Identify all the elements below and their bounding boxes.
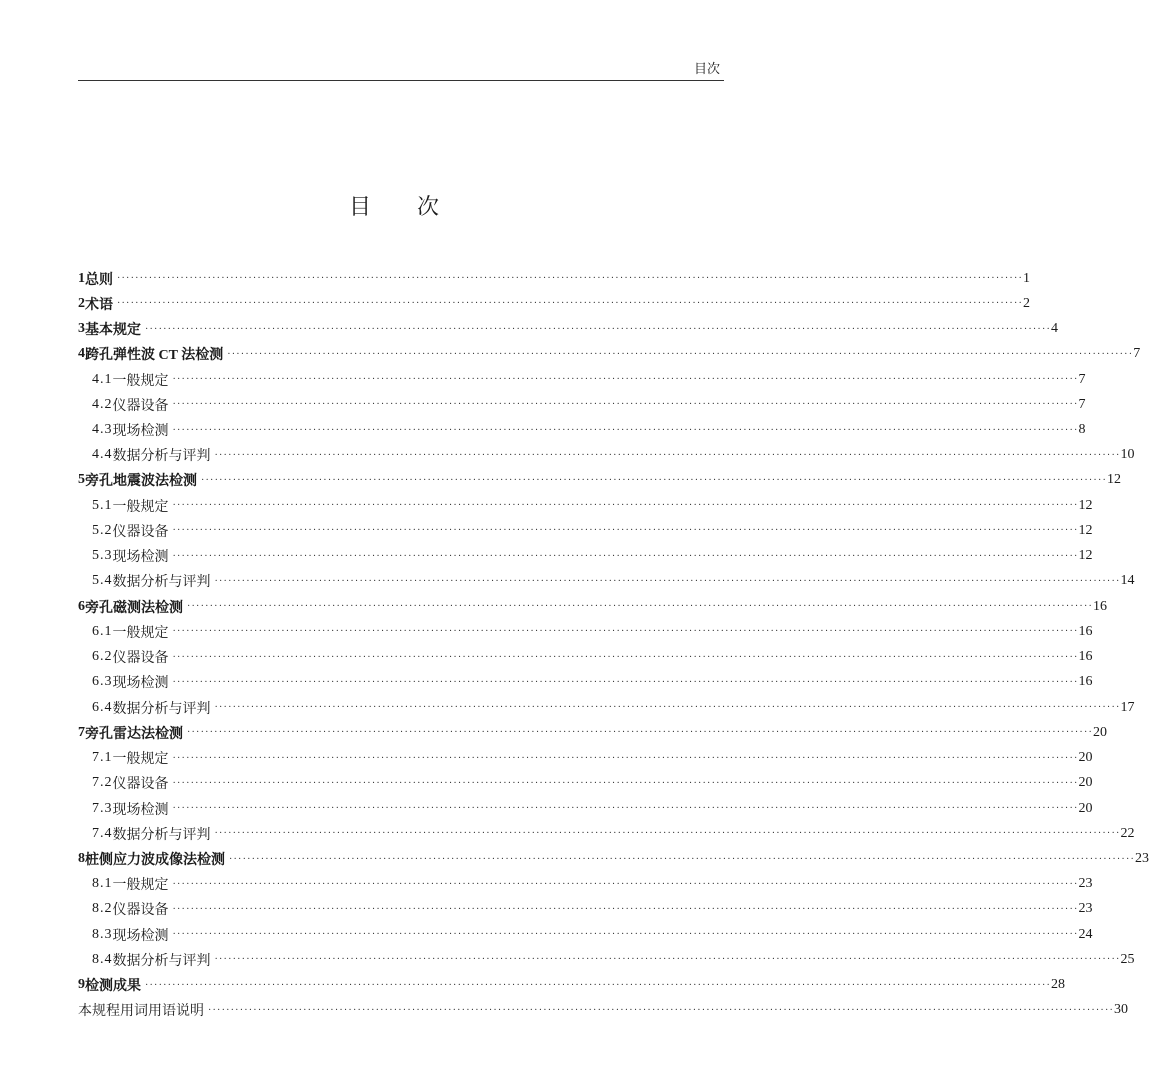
toc-entry-page: 8 (1078, 422, 1086, 438)
toc-entry-page: 16 (1078, 623, 1093, 639)
dot-leader: ········································································································································································································ (117, 273, 1024, 285)
toc-entry-title: 仪器设备 (112, 398, 169, 414)
toc-entry-number: 2 (78, 295, 85, 311)
toc-entry[interactable] (78, 695, 1135, 720)
toc-entry[interactable] (78, 367, 1086, 392)
toc-entry-page: 20 (1078, 800, 1093, 816)
dot-leader: ········································································································································································································ (172, 777, 1079, 789)
toc-entry-title: 现场检测 (112, 676, 169, 692)
toc-entry-title: 桩侧应力波成像法检测 (85, 853, 225, 868)
toc-entry-title: 一般规定 (112, 625, 169, 641)
toc-entry-number: 6.2 (92, 649, 113, 665)
toc-entry-number: 6.1 (92, 623, 113, 639)
toc-entry-number: 8.2 (92, 901, 113, 917)
toc-entry-page: 4 (1051, 321, 1059, 337)
toc-entry-page: 20 (1078, 775, 1093, 791)
dot-leader: ········································································································································································································ (172, 803, 1079, 815)
toc-entry[interactable] (78, 518, 1093, 543)
toc-entry[interactable] (78, 619, 1093, 644)
toc-entry-title: 现场检测 (112, 424, 169, 440)
toc-entry-page: 20 (1078, 750, 1093, 766)
toc-entry-page: 10 (1120, 447, 1135, 463)
toc-entry[interactable] (78, 821, 1135, 846)
toc-entry-page: 23 (1135, 851, 1149, 866)
toc-entry[interactable] (78, 897, 1093, 922)
toc-entry-page: 16 (1078, 674, 1093, 690)
toc-entry-page: 28 (1051, 977, 1066, 993)
toc-entry-title: 数据分析与评判 (112, 449, 211, 465)
toc-entry-title: 现场检测 (112, 928, 169, 944)
toc-entry-title: 一般规定 (112, 752, 169, 768)
toc-entry[interactable] (78, 846, 1149, 871)
toc-entry-number: 4.3 (92, 422, 113, 438)
toc-entry-page: 20 (1093, 724, 1108, 740)
toc-entry-number: 4.1 (92, 371, 113, 387)
toc-entry-number: 8.4 (92, 951, 113, 967)
dot-leader: ········································································································································································································ (208, 1004, 1115, 1016)
toc-entry-page: 24 (1078, 926, 1093, 942)
toc-entry[interactable] (78, 417, 1086, 442)
dot-leader: ········································································································································································································ (172, 752, 1079, 764)
toc-entry-title: 旁孔地震波法检测 (85, 474, 197, 490)
page-title-char: 次 (417, 194, 442, 219)
toc-entry-title: 旁孔雷达法检测 (85, 726, 183, 742)
toc-entry-number: 5.1 (92, 497, 113, 513)
toc-entry-page: 30 (1114, 1002, 1129, 1018)
toc-entry-title: 数据分析与评判 (112, 827, 211, 843)
toc-entry-page: 23 (1078, 901, 1093, 917)
toc-entry[interactable] (78, 771, 1093, 796)
toc-entry-number: 9 (78, 977, 85, 993)
toc-entry-number: 6.4 (92, 699, 113, 715)
toc-entry-title: 本规程用词用语说明 (78, 1004, 204, 1020)
dot-leader: ········································································································································································································ (201, 474, 1108, 486)
toc-entry[interactable] (78, 998, 1129, 1023)
toc-entry-title: 仪器设备 (112, 903, 169, 919)
toc-entry-number: 6 (78, 598, 85, 614)
page-title-char: 目 (348, 194, 373, 219)
dot-leader: ········································································································································································································ (172, 550, 1079, 562)
dot-leader: ········································································································································································································ (214, 575, 1121, 587)
toc-entry-title: 仪器设备 (112, 651, 169, 667)
dot-leader: ········································································································································································································ (214, 828, 1121, 840)
toc-entry[interactable] (78, 266, 1031, 291)
toc-entry-page: 14 (1120, 573, 1135, 589)
toc-entry-number: 4.4 (92, 447, 113, 463)
dot-leader: ········································································································································································································ (214, 449, 1121, 461)
header-rule (78, 80, 724, 81)
toc-entry[interactable] (78, 745, 1093, 770)
toc-entry-number: 3 (78, 321, 85, 337)
dot-leader: ········································································································································································································ (117, 298, 1024, 310)
toc-entry-title: 一般规定 (112, 878, 169, 894)
dot-leader: ········································································································································································································ (172, 929, 1079, 941)
dot-leader: ········································································································································································································ (172, 424, 1079, 436)
toc-entry-title: 术语 (85, 297, 113, 313)
toc-entry-title: 仪器设备 (112, 777, 169, 793)
toc-entry-page: 17 (1120, 699, 1135, 715)
toc-entry[interactable] (78, 973, 1066, 998)
toc-entry-title: 现场检测 (112, 802, 169, 818)
toc-entry-page: 16 (1078, 649, 1093, 665)
toc-entry-page: 12 (1078, 497, 1093, 513)
toc-entry-number: 8.3 (92, 926, 113, 942)
toc-entry-number: 6.3 (92, 674, 113, 690)
toc-entry-page: 12 (1107, 472, 1122, 488)
dot-leader: ········································································································································································································ (187, 601, 1094, 613)
toc-entry[interactable] (78, 316, 1059, 341)
toc-entry-title: 数据分析与评判 (112, 701, 211, 717)
toc-entry-number: 8.1 (92, 876, 113, 892)
toc-entry-title: 数据分析与评判 (112, 953, 211, 969)
toc-entry[interactable] (78, 670, 1093, 695)
toc-entry-title: 数据分析与评判 (112, 575, 211, 591)
toc-entry-title: 仪器设备 (112, 524, 169, 540)
toc-entry-number: 5.4 (92, 573, 113, 589)
toc-entry[interactable] (78, 645, 1093, 670)
dot-leader: ········································································································································································································ (172, 651, 1079, 663)
dot-leader: ········································································································································································································ (145, 979, 1052, 991)
toc-entry-page: 25 (1120, 951, 1135, 967)
toc-entry[interactable] (78, 342, 1141, 367)
dot-leader: ········································································································································································································ (145, 323, 1052, 335)
toc-entry[interactable] (78, 720, 1108, 745)
toc-entry-title: 总则 (85, 272, 113, 288)
toc-entry-page: 23 (1078, 876, 1093, 892)
toc-entry-title: 现场检测 (112, 550, 169, 566)
toc-entry[interactable] (78, 796, 1093, 821)
toc-entry-page: 12 (1078, 548, 1093, 564)
toc-entry-number: 7.1 (92, 750, 113, 766)
toc-entry[interactable] (78, 922, 1093, 947)
toc-entry-title: 旁孔磁测法检测 (85, 600, 183, 616)
toc-entry-page: 7 (1133, 346, 1141, 362)
dot-leader: ········································································································································································································ (187, 727, 1094, 739)
toc-entry-page: 16 (1093, 598, 1108, 614)
toc-entry-number: 4 (78, 346, 85, 362)
dot-leader: ········································································································································································································ (172, 903, 1079, 915)
toc-entry-title: 一般规定 (112, 373, 169, 389)
toc-entry-number: 1 (78, 270, 85, 286)
toc-entry-page: 22 (1120, 825, 1135, 841)
dot-leader: ········································································································································································································ (172, 878, 1079, 890)
running-head: 目次 (693, 61, 720, 76)
toc-entry-page: 12 (1078, 522, 1093, 538)
dot-leader: ········································································································································································································ (214, 954, 1121, 966)
toc-entry-number: 5.2 (92, 522, 113, 538)
toc-entry[interactable] (78, 468, 1122, 493)
toc-entry[interactable] (78, 443, 1135, 468)
toc-entry-number: 5 (78, 472, 85, 488)
toc-entry[interactable] (78, 291, 1031, 316)
toc-entry-number: 7.3 (92, 800, 113, 816)
toc-entry[interactable] (78, 872, 1093, 897)
toc-entry[interactable] (78, 544, 1093, 569)
toc-entry-number: 7.4 (92, 825, 113, 841)
dot-leader: ········································································································································································································ (214, 702, 1121, 714)
toc-entry-page: 2 (1023, 295, 1031, 311)
toc-entry-number: 7 (78, 724, 85, 740)
toc-entry[interactable] (78, 947, 1135, 972)
toc-entry-title: 检测成果 (85, 979, 141, 995)
toc-entry-number: 8 (78, 851, 85, 866)
dot-leader: ········································································································································································································ (172, 525, 1079, 537)
dot-leader: ········································································································································································································ (227, 348, 1134, 360)
toc-entry[interactable] (78, 392, 1086, 417)
dot-leader: ········································································································································································································ (229, 853, 1136, 865)
toc-entry[interactable] (78, 569, 1135, 594)
toc-entry[interactable] (78, 493, 1093, 518)
toc-entry-page: 7 (1078, 396, 1086, 412)
toc-entry-title: 基本规定 (85, 323, 141, 339)
dot-leader: ········································································································································································································ (172, 399, 1079, 411)
toc-entry-page: 1 (1023, 270, 1031, 286)
table-of-contents (78, 266, 1149, 1023)
dot-leader: ········································································································································································································ (172, 500, 1079, 512)
dot-leader: ········································································································································································································ (172, 626, 1079, 638)
toc-entry-page: 7 (1078, 371, 1086, 387)
toc-entry-title: 一般规定 (112, 499, 169, 515)
toc-entry-number: 5.3 (92, 548, 113, 564)
dot-leader: ········································································································································································································ (172, 374, 1079, 386)
toc-entry-number: 4.2 (92, 396, 113, 412)
page-title (0, 190, 790, 221)
toc-entry-number: 7.2 (92, 775, 113, 791)
toc-entry[interactable] (78, 594, 1108, 619)
dot-leader: ········································································································································································································ (172, 676, 1079, 688)
toc-entry-title: 跨孔弹性波 CT 法检测 (85, 348, 224, 364)
